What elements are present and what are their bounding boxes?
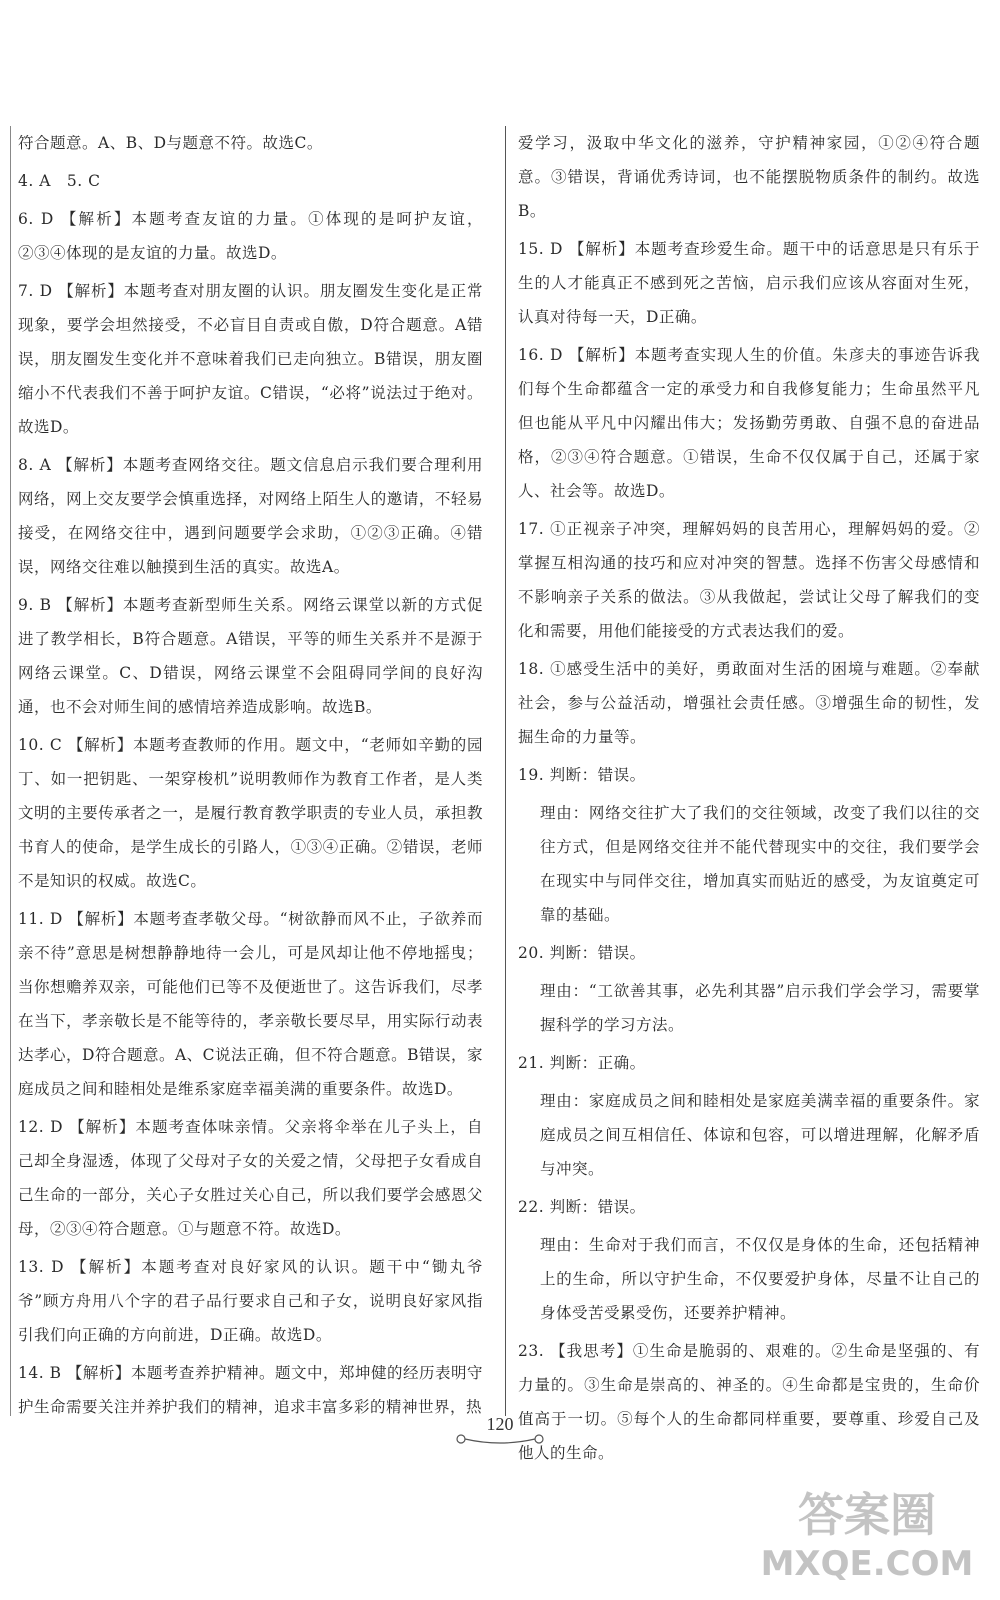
page-number: 120 bbox=[486, 1414, 514, 1434]
answer-reason: 理由：家庭成员之间和睦相处是家庭美满幸福的重要条件。家庭成员之间互相信任、体谅和包容，可以增进理解，化解矛盾与冲突。 bbox=[540, 1092, 980, 1178]
answer-item: 16. D 【解析】本题考查实现人生的价值。朱彦夫的事迹告诉我们每个生命都蕴含一定的承受力和自我修复能力；生命虽然平凡但也能从平凡中闪耀出伟大；发扬勤劳勇敢、自强不息的奋进品格，②③④符合题意。①错误，生命不仅仅属于自己，还属于家人、社会等。故选D。 bbox=[518, 346, 980, 500]
answer-item: 10. C 【解析】本题考查教师的作用。题文中，“老师如辛勤的园丁、如一把钥匙、一架穿梭机”说明教师作为教育工作者，是人类文明的主要传承者之一，是履行教育教学职责的专业人员，承担教书育人的使命，是学生成长的引路人，①③④正确。②错误，老师不是知识的权威。故选C。 bbox=[18, 736, 483, 890]
answer-item: 17. ①正视亲子冲突，理解妈妈的良苦用心，理解妈妈的爱。②掌握互相沟通的技巧和应对冲突的智慧。选择不伤害父母感情和不影响亲子关系的做法。③从我做起，尝试让父母了解我们的变化和需要，用他们能接受的方式表达我们的爱。 bbox=[518, 520, 980, 640]
answer-item: 15. D 【解析】本题考查珍爱生命。题干中的话意思是只有乐于生的人才能真正不感到死之苦恼，启示我们应该从容面对生死，认真对待每一天，D正确。 bbox=[518, 240, 980, 326]
answer-item: 22. 判断：错误。 bbox=[518, 1198, 646, 1216]
answer-item: 20. 判断：错误。 bbox=[518, 944, 646, 962]
answer-reason: 理由：“工欲善其事，必先利其器”启示我们学会学习，需要掌握科学的学习方法。 bbox=[540, 982, 980, 1034]
right-column bbox=[518, 126, 980, 1474]
answer-item: 11. D 【解析】本题考查孝敬父母。“树欲静而风不止，子欲养而亲不待”意思是树想静静地待一会儿，可是风却让他不停地摇曳；当你想赡养双亲，可能他们已等不及便逝世了。这告诉我们，尽孝在当下，孝亲敬长是不能等待的，孝亲敬长要尽早，用实际行动表达孝心，D符合题意。A、C说法正确，但不符合题意。B错误，家庭成员之间和睦相处是维系家庭幸福美满的重要条件。故选D。 bbox=[18, 910, 483, 1098]
watermark-logo bbox=[752, 1476, 982, 1586]
answer-reason: 理由：生命对于我们而言，不仅仅是身体的生命，还包括精神上的生命，所以守护生命，不仅要爱护身体，尽量不让自己的身体受苦受累受伤，还要养护精神。 bbox=[540, 1236, 980, 1322]
watermark-text: 答案圈 MXQE.COM bbox=[760, 1488, 974, 1584]
answer-item: 6. D 【解析】本题考查友谊的力量。①体现的是呵护友谊，②③④体现的是友谊的力量。故选D。 bbox=[18, 210, 483, 262]
answer-item: 9. B 【解析】本题考查新型师生关系。网络云课堂以新的方式促进了教学相长，B符合题意。A错误，平等的师生关系并不是源于网络云课堂。C、D错误，网络云课堂不会阻碍同学间的良好沟通，也不会对师生间的感情培养造成影响。故选B。 bbox=[18, 596, 483, 716]
answer-item: 符合题意。A、B、D与题意不符。故选C。 bbox=[18, 134, 323, 152]
answer-item: 19. 判断：错误。 bbox=[518, 766, 646, 784]
left-margin-rule bbox=[10, 126, 11, 1416]
answer-item: 13. D 【解析】本题考查对良好家风的认识。题干中“锄丸爷爷”顾方舟用八个字的君子品行要求自己和子女，说明良好家风指引我们向正确的方向前进，D正确。故选D。 bbox=[18, 1258, 483, 1344]
answer-item: 7. D 【解析】本题考查对朋友圈的认识。朋友圈发生变化是正常现象，要学会坦然接受，不必盲目自责或自傲，D符合题意。A错误，朋友圈发生变化并不意味着我们已走向独立。B错误，朋友圈缩小不代表我们不善于呵护友谊。C错误，“必将”说法过于绝对。故选D。 bbox=[18, 282, 483, 436]
page-number-ornament-icon bbox=[455, 1432, 545, 1446]
answer-item: 23. 【我思考】①生命是脆弱的、艰难的。②生命是坚强的、有力量的。③生命是崇高的、神圣的。④生命都是宝贵的，生命价值高于一切。⑤每个人的生命都同样重要，要尊重、珍爱自己及他人的生命。 bbox=[518, 1342, 980, 1462]
answer-item: 8. A 【解析】本题考查网络交往。题文信息启示我们要合理利用网络，网上交友要学会慎重选择，对网络上陌生人的邀请，不轻易接受，在网络交往中，遇到问题要学会求助，①②③正确。④错误，网络交往难以触摸到生活的真实。故选A。 bbox=[18, 456, 483, 576]
column-divider bbox=[505, 126, 506, 1416]
answer-item: 4. A 5. C bbox=[18, 172, 101, 190]
answer-item: 爱学习，汲取中华文化的滋养，守护精神家园，①②④符合题意。③错误，背诵优秀诗词，也不能摆脱物质条件的制约。故选B。 bbox=[518, 134, 980, 220]
watermark-icon bbox=[752, 1476, 982, 1586]
answer-reason: 理由：网络交往扩大了我们的交往领域，改变了我们以往的交往方式，但是网络交往并不能代替现实中的交往，我们要学会在现实中与同伴交往，增加真实而贴近的感受，为友谊奠定可靠的基础。 bbox=[540, 804, 980, 924]
answer-item: 21. 判断：正确。 bbox=[518, 1054, 646, 1072]
answer-item: 18. ①感受生活中的美好，勇敢面对生活的困境与难题。②奉献社会，参与公益活动，增强社会责任感。③增强生命的韧性，发掘生命的力量等。 bbox=[518, 660, 980, 746]
answer-item: 14. B 【解析】本题考查养护精神。题文中，郑坤健的经历表明守护生命需要关注并养护我们的精神，追求丰富多彩的精神世界，热 bbox=[18, 1364, 483, 1416]
left-column bbox=[18, 126, 483, 1428]
answer-item: 12. D 【解析】本题考查体味亲情。父亲将伞举在儿子头上，自己却全身湿透，体现了父母对子女的关爱之情，父母把子女看成自己生命的一部分，关心子女胜过关心自己，所以我们要学会感恩父母，②③④符合题意。①与题意不符。故选D。 bbox=[18, 1118, 483, 1238]
